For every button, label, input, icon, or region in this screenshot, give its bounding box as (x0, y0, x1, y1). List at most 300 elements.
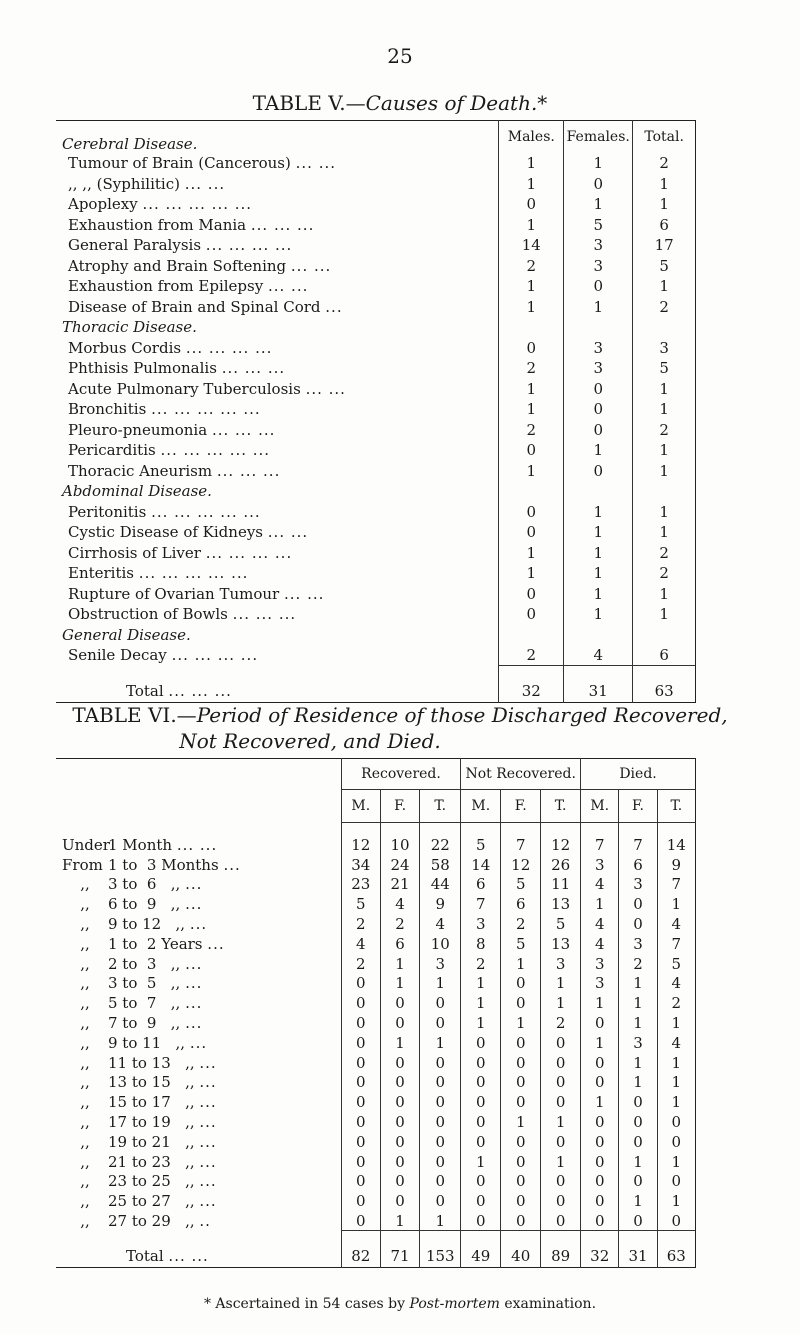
leader-dots: ... (199, 1093, 217, 1112)
value-f: 1 (564, 584, 633, 605)
value-m: 1 (499, 276, 564, 297)
value-cell: 5 (501, 934, 541, 954)
leader-dots: ... ... ... (250, 215, 315, 234)
value-t: 1 (633, 276, 696, 297)
cause-label (56, 584, 499, 605)
cause-label (56, 297, 499, 318)
table-row (56, 835, 696, 855)
total-cell: 31 (619, 1231, 657, 1268)
value-f: 3 (564, 358, 633, 379)
total-cell: 32 (581, 1231, 619, 1268)
value-cell: 0 (541, 1033, 581, 1053)
cause-label (56, 379, 499, 400)
value-cell: 0 (581, 1112, 619, 1132)
table-row (56, 1152, 696, 1172)
value-cell: 0 (420, 1191, 461, 1211)
table-row (56, 399, 696, 420)
value-cell: 6 (501, 894, 541, 914)
value-cell: 0 (581, 1073, 619, 1093)
value-cell: 6 (461, 875, 501, 895)
group-header: Not Recovered. (461, 759, 581, 790)
empty-cell (564, 317, 633, 338)
leader-dots: ... (207, 934, 225, 953)
leader-dots: ... ... ... ... (185, 338, 273, 357)
period-label (56, 954, 341, 974)
value-cell: 7 (619, 835, 657, 855)
value-cell: 5 (541, 914, 581, 934)
period-prefix: ,, (80, 1192, 90, 1211)
page-number: 25 (387, 44, 413, 68)
table-row (56, 974, 696, 994)
total-cell: 82 (341, 1231, 380, 1268)
spacer-cell (461, 823, 501, 836)
value-cell: 1 (619, 1073, 657, 1093)
leader-dots: ... ... (290, 256, 332, 275)
value-f: 0 (564, 174, 633, 195)
leader-dots: ... (223, 855, 241, 874)
value-cell: 23 (341, 875, 380, 895)
value-cell: 0 (420, 1112, 461, 1132)
leader-dots: ... ... ... (216, 461, 281, 480)
spacer-cell (619, 823, 657, 836)
cause-label (56, 256, 499, 277)
value-cell: 0 (581, 1132, 619, 1152)
value-cell: 0 (619, 1211, 657, 1231)
total-cell: 40 (501, 1231, 541, 1268)
value-cell: 0 (380, 1092, 419, 1112)
value-cell: 1 (619, 1013, 657, 1033)
empty-cell (633, 625, 696, 646)
section-heading: General Disease. (62, 625, 191, 644)
leader-dots: ... ... (305, 379, 346, 398)
value-cell: 14 (657, 835, 695, 855)
table5-title-italic: Causes of Death.* (365, 91, 548, 115)
period-prefix: From (62, 855, 103, 874)
value-cell: 10 (380, 835, 419, 855)
value-cell: 0 (461, 1112, 501, 1132)
group-header-row (56, 759, 696, 790)
value-t: 2 (633, 297, 696, 318)
value-m: 1 (499, 297, 564, 318)
cause-name: General Paralysis (68, 236, 202, 255)
spacer-cell (501, 823, 541, 836)
value-cell: 1 (657, 1152, 695, 1172)
value-t: 1 (633, 461, 696, 482)
corner-cell (56, 790, 341, 823)
value-cell: 0 (541, 1053, 581, 1073)
group-header: Died. (581, 759, 696, 790)
value-f: 0 (564, 399, 633, 420)
value-cell: 0 (541, 1073, 581, 1093)
footnote-suffix: examination. (504, 1296, 597, 1312)
value-cell: 0 (420, 1013, 461, 1033)
cause-label (56, 194, 499, 215)
value-cell: 0 (657, 1132, 695, 1152)
value-cell: 1 (657, 894, 695, 914)
value-t: 1 (633, 604, 696, 625)
cause-name: Bronchitis (68, 400, 147, 419)
value-f: 1 (564, 522, 633, 543)
value-cell: 4 (380, 894, 419, 914)
cause-name: Disease of Brain and Spinal Cord (68, 297, 321, 316)
value-cell: 1 (541, 1152, 581, 1172)
value-cell: 6 (619, 855, 657, 875)
value-cell: 2 (501, 914, 541, 934)
period-range: 13 to 15 ,, (108, 1073, 195, 1092)
value-cell: 1 (461, 974, 501, 994)
value-cell: 0 (541, 1132, 581, 1152)
leader-dots: ... ... ... (221, 359, 286, 378)
value-cell: 0 (501, 1172, 541, 1192)
value-t: 5 (633, 256, 696, 277)
value-m: 2 (499, 420, 564, 441)
value-m: 2 (499, 358, 564, 379)
value-cell: 7 (461, 894, 501, 914)
value-cell: 0 (380, 1152, 419, 1172)
value-m: 1 (499, 563, 564, 584)
value-cell: 0 (461, 1191, 501, 1211)
value-m: 0 (499, 604, 564, 625)
value-cell: 5 (461, 835, 501, 855)
value-cell: 0 (380, 1112, 419, 1132)
cause-label (56, 645, 499, 666)
table-row (56, 215, 696, 236)
subheader-row (56, 790, 696, 823)
value-t: 1 (633, 522, 696, 543)
value-cell: 5 (657, 954, 695, 974)
value-cell: 2 (461, 954, 501, 974)
value-cell: 1 (541, 974, 581, 994)
total-f: 31 (564, 666, 633, 703)
value-cell: 2 (341, 914, 380, 934)
cause-name: Cirrhosis of Liver (68, 543, 201, 562)
value-cell: 22 (420, 835, 461, 855)
table-row (56, 502, 696, 523)
table6-title-italic-1: Period of Residence of those Discharged Recovered, (196, 703, 728, 727)
period-range: 21 to 23 ,, (108, 1152, 195, 1171)
empty-cell (499, 481, 564, 502)
value-cell: 0 (341, 1053, 380, 1073)
value-m: 2 (499, 256, 564, 277)
period-range: 27 to 29 ,, (108, 1212, 195, 1231)
period-prefix: ,, (80, 954, 90, 973)
table5-title (0, 90, 800, 116)
value-cell: 0 (581, 1013, 619, 1033)
value-cell: 0 (501, 974, 541, 994)
leader-dots: ... ... ... ... ... (151, 400, 261, 419)
value-cell: 3 (541, 954, 581, 974)
value-m: 1 (499, 174, 564, 195)
total-text: Total (126, 1247, 164, 1266)
value-cell: 0 (341, 993, 380, 1013)
value-cell: 0 (420, 1073, 461, 1093)
value-cell: 0 (619, 1092, 657, 1112)
period-prefix: ,, (80, 915, 90, 934)
value-cell: 10 (420, 934, 461, 954)
cause-label (56, 543, 499, 564)
table6-title (0, 702, 800, 754)
value-cell: 4 (581, 875, 619, 895)
period-label (56, 1053, 341, 1073)
value-f: 1 (564, 153, 633, 174)
period-range: 11 to 13 ,, (108, 1053, 195, 1072)
value-cell: 44 (420, 875, 461, 895)
total-text: Total (126, 682, 164, 700)
value-cell: 4 (341, 934, 380, 954)
value-cell: 0 (581, 1172, 619, 1192)
value-t: 2 (633, 153, 696, 174)
value-cell: 2 (341, 954, 380, 974)
period-range: 6 to 9 ,, (108, 895, 181, 914)
period-prefix: ,, (80, 934, 90, 953)
value-cell: 1 (581, 993, 619, 1013)
period-prefix: ,, (80, 1014, 90, 1033)
table-row (56, 894, 696, 914)
value-m: 0 (499, 584, 564, 605)
table-row (56, 338, 696, 359)
value-t: 1 (633, 502, 696, 523)
period-prefix: ,, (80, 1132, 90, 1151)
period-prefix: ,, (80, 1033, 90, 1052)
leader-dots: ... ... ... ... ... (151, 502, 261, 521)
table-row (56, 584, 696, 605)
cause-label (56, 174, 499, 195)
section-row (56, 317, 696, 338)
group-header: Recovered. (341, 759, 461, 790)
period-range: 19 to 21 ,, (108, 1132, 195, 1151)
value-f: 3 (564, 235, 633, 256)
table-row (56, 194, 696, 215)
value-cell: 0 (380, 1132, 419, 1152)
table-row (56, 1112, 696, 1132)
subcolumn-header: M. (581, 790, 619, 823)
table-row (56, 1132, 696, 1152)
value-cell: 0 (420, 1172, 461, 1192)
value-cell: 8 (461, 934, 501, 954)
value-t: 2 (633, 563, 696, 584)
cause-label (56, 235, 499, 256)
value-cell: 26 (541, 855, 581, 875)
value-cell: 0 (380, 1013, 419, 1033)
leader-dots: ... ... (284, 584, 325, 603)
cause-label (56, 399, 499, 420)
total-t: 63 (633, 666, 696, 703)
value-cell: 0 (581, 1152, 619, 1172)
period-label (56, 835, 341, 855)
period-range: 3 to 6 ,, (108, 875, 181, 894)
column-header: Males. (499, 121, 564, 154)
cause-label (56, 440, 499, 461)
section-row (56, 481, 696, 502)
leader-dots: ... ... ... ... ... (142, 195, 253, 214)
value-cell: 0 (341, 1112, 380, 1132)
value-t: 1 (633, 379, 696, 400)
spacer-row (56, 823, 696, 836)
value-m: 1 (499, 399, 564, 420)
value-cell: 1 (619, 1053, 657, 1073)
value-cell: 0 (380, 1172, 419, 1192)
value-m: 0 (499, 502, 564, 523)
period-label (56, 1092, 341, 1112)
value-m: 0 (499, 194, 564, 215)
value-cell: 1 (420, 1211, 461, 1231)
period-prefix: ,, (80, 1172, 90, 1191)
value-cell: 1 (581, 894, 619, 914)
value-cell: 0 (341, 1033, 380, 1053)
value-f: 0 (564, 461, 633, 482)
empty-cell (633, 317, 696, 338)
value-f: 1 (564, 543, 633, 564)
table-row (56, 1013, 696, 1033)
period-range: 9 to 11 ,, (108, 1033, 186, 1052)
period-label (56, 855, 341, 875)
value-cell: 1 (581, 1092, 619, 1112)
leader-dots: ... ... ... ... (171, 646, 259, 665)
value-cell: 0 (461, 1073, 501, 1093)
cause-name: Peritonitis (68, 502, 147, 521)
value-cell: 0 (619, 1112, 657, 1132)
period-range: 2 to 3 ,, (108, 954, 181, 973)
value-cell: 0 (380, 993, 419, 1013)
table-row (56, 153, 696, 174)
section-row (56, 121, 696, 154)
period-prefix: ,, (80, 1113, 90, 1132)
leader-dots: ... (199, 1073, 217, 1092)
cause-name: Acute Pulmonary Tuberculosis (68, 379, 301, 398)
table6-title-prefix: TABLE VI.— (72, 703, 197, 727)
value-cell: 0 (341, 1172, 380, 1192)
cause-label (56, 522, 499, 543)
cause-label (56, 502, 499, 523)
cause-name: Apoplexy (68, 195, 138, 214)
cause-name: Pericarditis (68, 441, 156, 460)
leader-dots: ... (185, 954, 203, 973)
leader-dots: ... (199, 1192, 217, 1211)
value-cell: 1 (581, 1033, 619, 1053)
value-cell: 3 (619, 875, 657, 895)
value-cell: 0 (341, 1132, 380, 1152)
value-cell: 1 (619, 1152, 657, 1172)
value-cell: 0 (501, 1053, 541, 1073)
value-cell: 58 (420, 855, 461, 875)
leader-dots: ... (189, 1033, 208, 1052)
cause-name: ,, ,, (Syphilitic) (68, 174, 180, 193)
period-range: 25 to 27 ,, (108, 1192, 195, 1211)
table-row (56, 235, 696, 256)
value-cell: 1 (619, 974, 657, 994)
value-cell: 0 (461, 1053, 501, 1073)
leader-dots: ... (185, 974, 203, 993)
total-cell: 63 (657, 1231, 695, 1268)
subcolumn-header: T. (657, 790, 695, 823)
table-row (56, 461, 696, 482)
leader-dots: ... (199, 1132, 217, 1151)
value-cell: 2 (541, 1013, 581, 1033)
value-f: 1 (564, 502, 633, 523)
value-cell: 14 (461, 855, 501, 875)
period-range: 7 to 9 ,, (108, 1014, 181, 1033)
spacer-cell (341, 823, 380, 836)
value-cell: 1 (657, 1053, 695, 1073)
value-cell: 0 (541, 1211, 581, 1231)
leader-dots: ... (325, 297, 343, 316)
period-prefix: ,, (80, 974, 90, 993)
value-cell: 21 (380, 875, 419, 895)
value-m: 0 (499, 338, 564, 359)
cause-name: Phthisis Pulmonalis (68, 359, 217, 378)
leader-dots: ... ... ... (168, 682, 232, 700)
value-m: 1 (499, 215, 564, 236)
leader-dots: ... ... ... ... ... (138, 564, 249, 583)
value-m: 14 (499, 235, 564, 256)
leader-dots: ... (199, 1053, 217, 1072)
value-cell: 7 (581, 835, 619, 855)
value-cell: 0 (581, 1191, 619, 1211)
value-m: 2 (499, 645, 564, 666)
value-f: 3 (564, 338, 633, 359)
leader-dots: ... (185, 994, 203, 1013)
value-cell: 2 (619, 954, 657, 974)
table-row (56, 1053, 696, 1073)
value-t: 17 (633, 235, 696, 256)
value-cell: 0 (501, 993, 541, 1013)
leader-dots: ... ... (267, 277, 309, 296)
value-f: 1 (564, 563, 633, 584)
value-cell: 1 (541, 1112, 581, 1132)
value-cell: 1 (657, 1073, 695, 1093)
empty-cell (564, 625, 633, 646)
value-cell: 0 (461, 1211, 501, 1231)
value-cell: 0 (541, 1092, 581, 1112)
value-cell: 1 (420, 1033, 461, 1053)
table-row (56, 174, 696, 195)
period-label (56, 974, 341, 994)
period-of-residence-table (56, 758, 696, 1268)
value-cell: 7 (657, 934, 695, 954)
period-range: 9 to 12 ,, (108, 915, 186, 934)
table-row (56, 563, 696, 584)
cause-name: Pleuro-pneumonia (68, 420, 208, 439)
value-cell: 1 (541, 993, 581, 1013)
cause-label (56, 604, 499, 625)
total-row (56, 1231, 696, 1268)
spacer-cell (380, 823, 419, 836)
table-row (56, 914, 696, 934)
value-cell: 0 (380, 1191, 419, 1211)
value-t: 3 (633, 338, 696, 359)
value-cell: 0 (501, 1033, 541, 1053)
subcolumn-header: F. (501, 790, 541, 823)
period-range: 23 to 25 ,, (108, 1172, 195, 1191)
value-cell: 4 (657, 1033, 695, 1053)
period-prefix: ,, (80, 994, 90, 1013)
value-f: 0 (564, 420, 633, 441)
value-cell: 0 (380, 1053, 419, 1073)
table-row (56, 297, 696, 318)
subcolumn-header: M. (461, 790, 501, 823)
value-cell: 1 (619, 993, 657, 1013)
value-f: 0 (564, 276, 633, 297)
table-row (56, 1033, 696, 1053)
cause-label (56, 338, 499, 359)
leader-dots: ... (185, 875, 203, 894)
period-range: 1 Month (108, 835, 173, 854)
leader-dots: ... (199, 1113, 217, 1132)
value-cell: 12 (501, 855, 541, 875)
table-row (56, 934, 696, 954)
value-cell: 0 (461, 1172, 501, 1192)
period-label (56, 1152, 341, 1172)
